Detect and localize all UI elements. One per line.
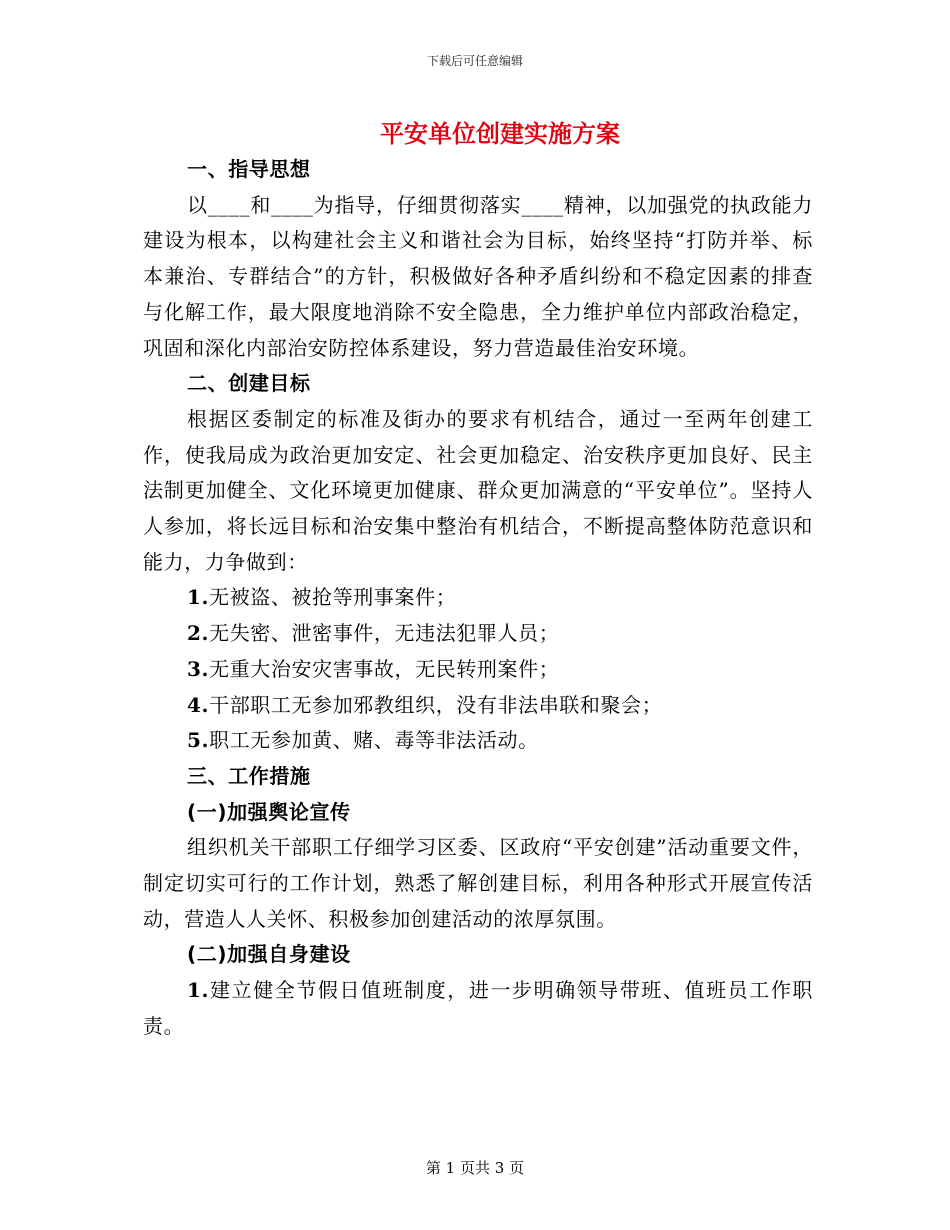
- list-item: [143, 973, 813, 1044]
- list-item: [143, 580, 813, 616]
- document-body: [143, 152, 813, 1045]
- list-number: 1.: [187, 978, 210, 1003]
- list-item: [143, 652, 813, 688]
- list-item: [143, 616, 813, 652]
- section-heading: 三、工作措施: [187, 763, 311, 788]
- list-number: 2.: [187, 621, 210, 646]
- subsection-heading: (二)加强自身建设: [187, 942, 351, 967]
- subsection-heading: (一)加强舆论宣传: [187, 799, 351, 824]
- list-text: 无被盗、被抢等刑事案件；: [209, 585, 457, 610]
- list-number: 4.: [187, 692, 210, 717]
- list-item: [143, 723, 813, 759]
- paragraph: 组织机关干部职工仔细学习区委、区政府“平安创建”活动重要文件，制定切实可行的工作计划，熟悉了解创建目标，利用各种形式开展宣传活动，营造人人关怀、积极参加创建活动的浓厚氛围。: [143, 835, 813, 931]
- list-text: 无重大治安灾害事故，无民转刑案件；: [209, 656, 560, 681]
- list-number: 1.: [187, 585, 210, 610]
- paragraph: 根据区委制定的标准及街办的要求有机结合，通过一至两年创建工作，使我局成为政治更加安定、社会更加稳定、治安秩序更加良好、民主法制更加健全、文化环境更加健康、群众更加满意的“平安单位”。坚持人人参加，将长远目标和治安集中整治有机结合，不断提高整体防范意识和能力，力争做到：: [143, 406, 813, 574]
- section-heading: 一、指导思想: [187, 157, 311, 181]
- document-title: 平安单位创建实施方案: [380, 120, 620, 148]
- list-text: 无失密、泄密事件，无违法犯罪人员；: [209, 621, 560, 646]
- list-text: 职工无参加黄、赌、毒等非法活动。: [209, 728, 539, 753]
- list-number: 5.: [187, 728, 210, 753]
- list-text: 干部职工无参加邪教组织，没有非法串联和聚会；: [209, 692, 663, 717]
- header-note: 下载后可任意编辑: [426, 54, 523, 68]
- list-text: 建立健全节假日值班制度，进一步明确领导带班、值班员工作职责。: [143, 978, 813, 1038]
- page-number: 第 1 页共 3 页: [425, 1159, 525, 1177]
- paragraph: 以____和____为指导，仔细贯彻落实____精神，以加强党的执政能力建设为根本，以构建社会主义和谐社会为目标，始终坚持“打防并举、标本兼治、专群结合”的方针，积极做好各种矛盾纠纷和不稳定因素的排查与化解工作，最大限度地消除不安全隐患，全力维护单位内部政治稳定，巩固和深化内部治安防控体系建设，努力营造最佳治安环境。: [143, 192, 813, 360]
- list-item: [143, 688, 813, 724]
- list-number: 3.: [187, 656, 210, 681]
- section-heading: 二、创建目标: [187, 371, 311, 396]
